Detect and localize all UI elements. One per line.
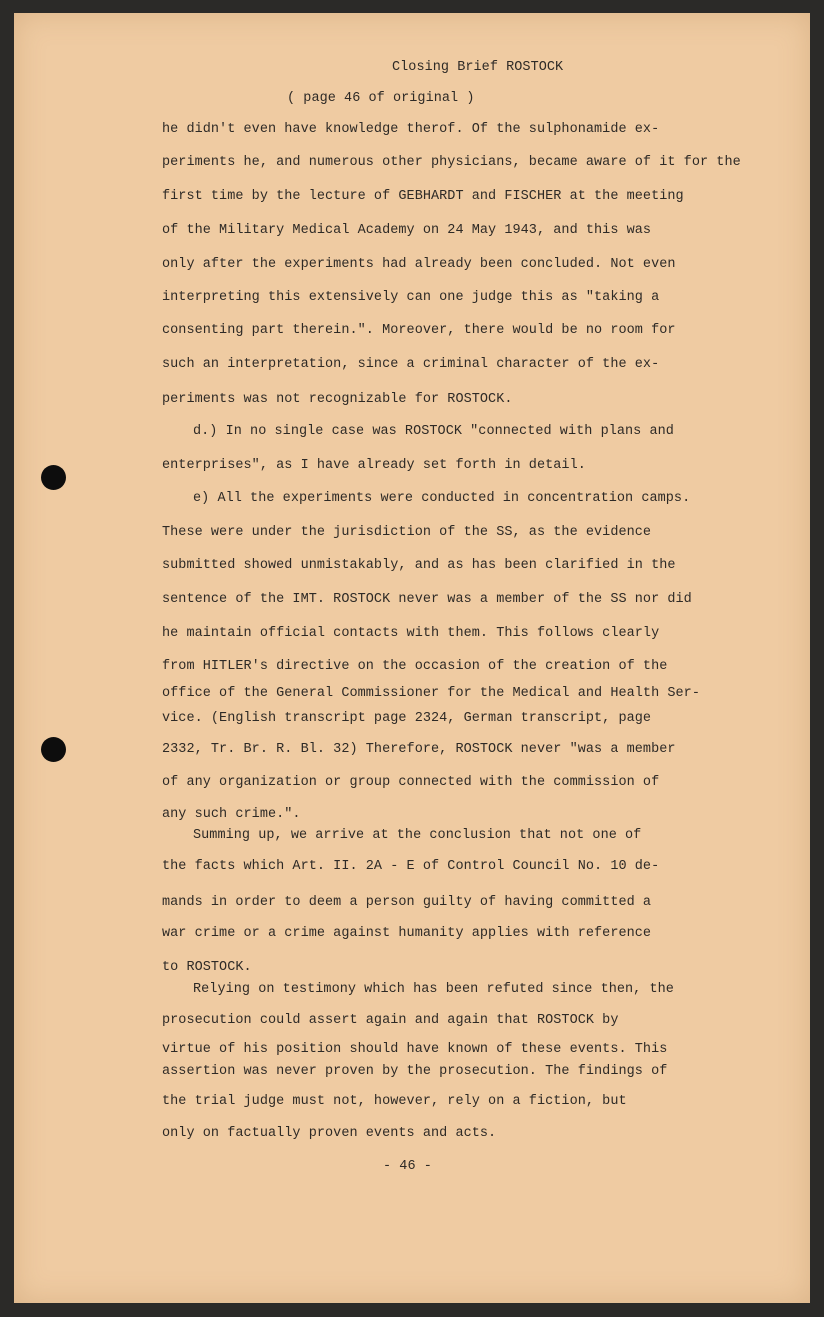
text-line: consenting part therein.". Moreover, there would be no room for: [162, 323, 676, 338]
text-line: Summing up, we arrive at the conclusion that not one of: [193, 828, 642, 843]
text-line: such an interpretation, since a criminal character of the ex-: [162, 357, 660, 372]
text-line: submitted showed unmistakably, and as has been clarified in the: [162, 558, 676, 573]
document-title: Closing Brief ROSTOCK: [392, 60, 564, 75]
punch-hole: [41, 465, 66, 490]
text-line: to ROSTOCK.: [162, 960, 252, 975]
text-line: of any organization or group connected with the commission of: [162, 775, 660, 790]
text-line: any such crime.".: [162, 807, 301, 822]
text-line: d.) In no single case was ROSTOCK "connected with plans and: [193, 424, 674, 439]
text-line: office of the General Commissioner for the Medical and Health Ser-: [162, 686, 700, 701]
text-line: sentence of the IMT. ROSTOCK never was a member of the SS nor did: [162, 592, 692, 607]
text-line: periments he, and numerous other physicians, became aware of it for the: [162, 155, 741, 170]
text-line: from HITLER's directive on the occasion of the creation of the: [162, 659, 668, 674]
text-line: assertion was never proven by the prosecution. The findings of: [162, 1064, 668, 1079]
text-line: vice. (English transcript page 2324, German transcript, page: [162, 711, 652, 726]
text-line: the trial judge must not, however, rely on a fiction, but: [162, 1094, 627, 1109]
text-line: mands in order to deem a person guilty of having committed a: [162, 895, 652, 910]
text-line: only on factually proven events and acts.: [162, 1126, 497, 1141]
text-line: enterprises", as I have already set forth in detail.: [162, 458, 586, 473]
text-line: periments was not recognizable for ROSTOCK.: [162, 392, 513, 407]
text-line: the facts which Art. II. 2A - E of Control Council No. 10 de-: [162, 859, 660, 874]
page-number: - 46 -: [383, 1159, 432, 1174]
text-line: war crime or a crime against humanity applies with reference: [162, 926, 652, 941]
punch-hole: [41, 737, 66, 762]
text-line: interpreting this extensively can one judge this as "taking a: [162, 290, 660, 305]
text-line: only after the experiments had already been concluded. Not even: [162, 257, 676, 272]
text-line: Relying on testimony which has been refuted since then, the: [193, 982, 674, 997]
text-line: first time by the lecture of GEBHARDT and FISCHER at the meeting: [162, 189, 684, 204]
text-line: of the Military Medical Academy on 24 May 1943, and this was: [162, 223, 652, 238]
text-line: he didn't even have knowledge therof. Of the sulphonamide ex-: [162, 122, 660, 137]
text-line: he maintain official contacts with them. This follows clearly: [162, 626, 660, 641]
text-line: These were under the jurisdiction of the SS, as the evidence: [162, 525, 652, 540]
text-line: 2332, Tr. Br. R. Bl. 32) Therefore, ROSTOCK never "was a member: [162, 742, 676, 757]
text-line: prosecution could assert again and again that ROSTOCK by: [162, 1013, 619, 1028]
text-line: virtue of his position should have known of these events. This: [162, 1042, 668, 1057]
text-line: e) All the experiments were conducted in concentration camps.: [193, 491, 691, 506]
document-subtitle: ( page 46 of original ): [287, 91, 475, 106]
